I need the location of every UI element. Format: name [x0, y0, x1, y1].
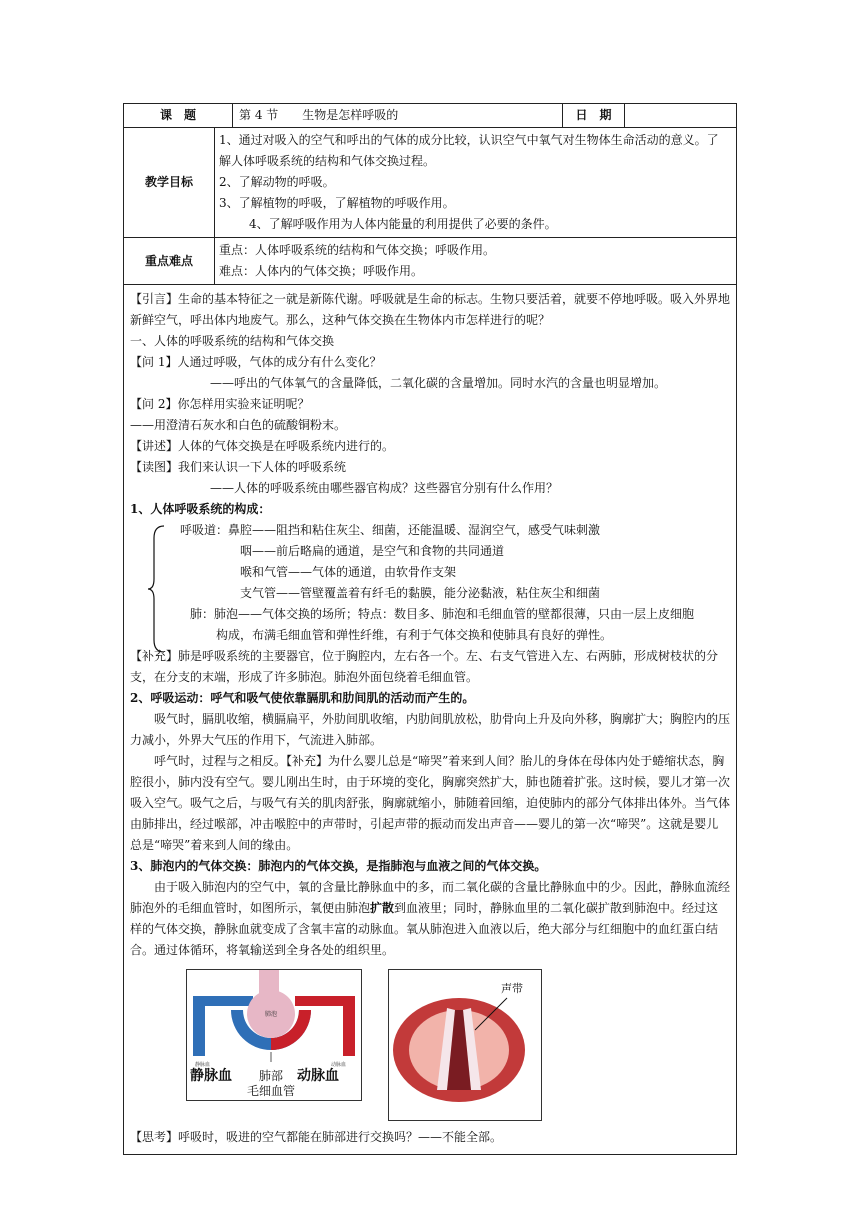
capillary-label-1: 肺部	[258, 1069, 284, 1083]
structure-line-3: 喉和气管——气体的通道，由软骨作支架	[240, 565, 457, 579]
keypoint-1: 重点：人体呼吸系统的结构和气体交换；呼吸作用。	[219, 243, 496, 257]
question-1: 【问 1】人通过呼吸，气体的成分有什么变化？	[130, 355, 382, 369]
structure-line-6: 构成，布满毛细血管和弹性纤维，有利于气体交换和使肺具有良好的弹性。	[216, 628, 613, 642]
small-arterial-label: 动脉血	[331, 1062, 347, 1068]
alveolus-exchange-figure	[186, 969, 362, 1101]
structure-line-5: 肺：肺泡——气体交换的场所；特点：数目多、肺泡和毛细血管的壁都很薄，只由一层上皮细胞	[190, 607, 695, 621]
lesson-body	[124, 285, 736, 1154]
goals-content	[214, 128, 736, 237]
inhale-text: 吸气时，膈肌收缩，横膈扁平，外肋间肌收缩，内肋间肌放松，肋骨向上升及向外移，胸廓扩大；胸腔内的压力减小，外界大气压的作用下，气流进入肺部。	[130, 712, 731, 747]
lesson-plan-table	[123, 103, 737, 1155]
keypoints-content	[214, 238, 736, 284]
structure-line-4: 支气管——管壁覆盖着有纤毛的黏膜，能分泌黏液，粘住灰尘和细菌	[240, 586, 601, 600]
topic-label: 课 题	[159, 108, 196, 122]
goal-3: 3、了解植物的呼吸，了解植物的呼吸作用。	[219, 196, 455, 210]
read-question: ——人体的呼吸系统由哪些器官构成？这些器官分别有什么作用？	[210, 481, 559, 495]
alveolus-diagram	[187, 970, 361, 1100]
figures-row	[130, 961, 730, 1127]
respiratory-structure	[130, 520, 730, 646]
answer-2: ——用澄清石灰水和白色的硫酸铜粉末。	[130, 418, 347, 432]
vocal-cord-figure	[388, 969, 542, 1121]
header-row	[124, 104, 736, 128]
goals-row	[124, 128, 736, 238]
vocal-cord-diagram	[389, 970, 541, 1120]
keypoint-2: 难点：人体内的气体交换；呼吸作用。	[219, 264, 424, 278]
date-value	[624, 104, 736, 127]
keypoints-label: 重点难点	[144, 253, 193, 268]
capillary-label-2: 毛细血管	[246, 1084, 296, 1098]
exchange-text-a: 由于吸入肺泡内的空气中，氧的含量比静脉血中的多，而二氧化碳的含量比静脉血中的少。因此，静脉血流经肺泡外的毛细血管时，如图所示，氧便由肺泡	[130, 880, 731, 915]
date-label: 日 期	[562, 104, 624, 127]
structure-line-1: 呼吸道：鼻腔——阻挡和粘住灰尘、细菌，还能温暖、湿润空气，感受气味刺激	[180, 523, 601, 537]
read-text: 【读图】我们来认识一下人体的呼吸系统	[130, 460, 347, 474]
topic-value: 第 4 节 生物是怎样呼吸的	[232, 104, 562, 127]
question-2: 【问 2】你怎样用实验来证明呢？	[130, 397, 310, 411]
alveolus-label: 肺泡	[264, 1011, 278, 1018]
heading-gas-exchange: 3、肺泡内的气体交换：肺泡内的气体交换，是指肺泡与血液之间的气体交换。	[130, 859, 547, 873]
lecture-text: 【讲述】人体的气体交换是在呼吸系统内进行的。	[130, 439, 395, 453]
venous-label: 静脉血	[190, 1068, 232, 1084]
goals-label: 教学目标	[144, 175, 193, 189]
exchange-text-c: 到血液里；同时，静脉血里的二氧化碳扩散到肺泡中。经过这样的气体交换，静脉血就变成了含氧丰富的动脉血。氧从肺泡进入血液以后，绝大部分与红细胞中的血红蛋白结合。通过体循环，将氧输送到全身各处的组织里。	[130, 901, 719, 957]
brace-icon	[148, 524, 166, 654]
small-venous-label: 静脉血	[195, 1062, 211, 1068]
goal-1: 1、通过对吸入的空气和呼出的气体的成分比较，认识空气中氧气对生物体生命活动的意义。了解人体呼吸系统的结构和气体交换过程。	[219, 133, 719, 168]
exhale-text: 呼气时，过程与之相反。【补充】为什么婴儿总是“啼哭”着来到人间？胎儿的身体在母体内处于蜷缩状态，胸腔很小，肺内没有空气。婴儿刚出生时，由于环境的变化，胸廓突然扩大，肺也随着扩张。这时候，婴儿才第一次吸入空气。吸气之后，与吸气有关的肌肉舒张，胸廓就缩小，肺随着回缩，迫使肺内的部分气体排出体外。当气体由肺排出，经过喉部，冲击喉腔中的声带时，引起声带的振动而发出声音——婴儿的第一次“啼哭”。这就是婴儿总是“啼哭”着来到人间的缘由。	[130, 754, 731, 852]
intro-text: 【引言】生命的基本特征之一就是新陈代谢。呼吸就是生命的标志。生物只要活着，就要不停地呼吸。吸入外界地新鲜空气，呼出体内地废气。那么，这种气体交换在生物体内市怎样进行的呢？	[130, 292, 731, 327]
heading-breathing-movement: 2、呼吸运动：呼气和吸气使依靠膈肌和肋间肌的活动而产生的。	[130, 691, 475, 705]
supplement-1: 【补充】肺是呼吸系统的主要器官，位于胸腔内，左右各一个。左、右支气管进入左、右两肺，形成树枝状的分支，在分支的末端，形成了许多肺泡。肺泡外面包绕着毛细血管。	[130, 649, 719, 684]
vocal-cord-label: 声带	[501, 982, 523, 995]
exchange-text-emph: 扩散	[370, 901, 395, 915]
exchange-text	[130, 877, 730, 961]
structure-line-2: 咽——前后略扁的通道，是空气和食物的共同通道	[240, 544, 505, 558]
heading-structure: 1、人体呼吸系统的构成：	[130, 502, 271, 516]
goal-2: 2、了解动物的呼吸。	[219, 175, 335, 189]
think-text: 【思考】呼吸时，吸进的空气都能在肺部进行交换吗？——不能全部。	[130, 1130, 503, 1144]
keypoints-row	[124, 238, 736, 285]
arterial-label: 动脉血	[297, 1068, 339, 1084]
goal-4: 4、了解呼吸作用为人体内能量的利用提供了必要的条件。	[249, 217, 557, 231]
section-1-heading: 一、人体的呼吸系统的结构和气体交换	[130, 334, 335, 348]
answer-1: ——呼出的气体氧气的含量降低，二氧化碳的含量增加。同时水汽的含量也明显增加。	[210, 376, 667, 390]
